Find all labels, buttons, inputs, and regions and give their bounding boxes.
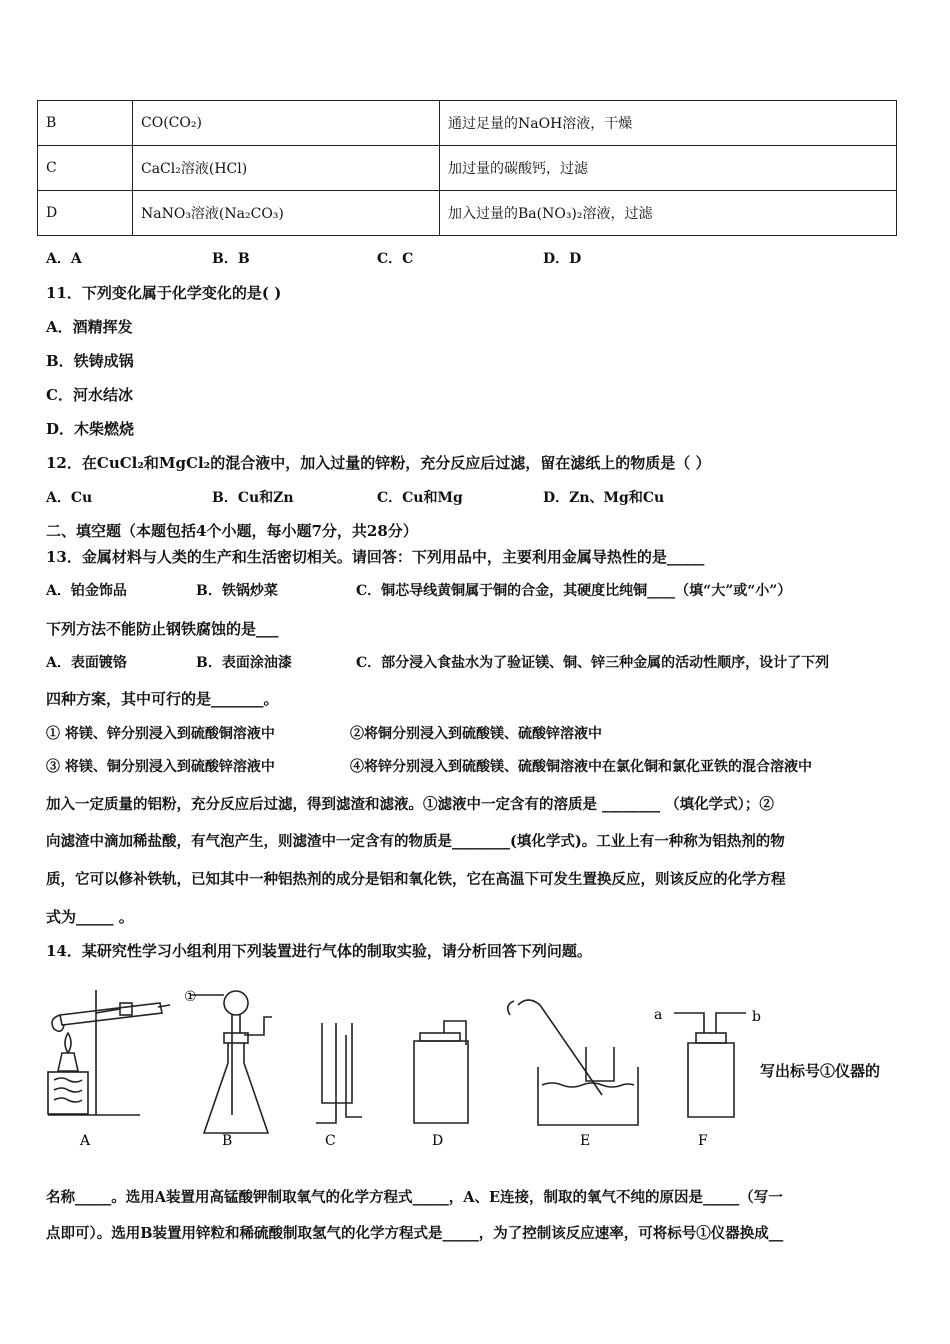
table-row [38, 146, 897, 191]
q12-option-d[interactable]: D．Zn、Mg和Cu [543, 490, 665, 506]
q14-line-after2: 点即可）。选用B装置用锌粒和稀硫酸制取氢气的化学方程式是_____，为了控制该反应速率，可将标号①仪器换成__ [46, 1225, 784, 1242]
q10-option-c[interactable]: C．C [377, 251, 414, 267]
q12-stem: 12．在CuCl₂和MgCl₂的混合液中，加入过量的锌粉，充分反应后过滤，留在滤纸上的物质是（ ） [46, 454, 711, 472]
q13-plan-4: ④将锌分别浸入到硫酸镁、硫酸铜溶液中在氯化铜和氯化亚铁的混合溶液中 [350, 759, 812, 775]
label-b: B [222, 1133, 233, 1149]
label-a: A [80, 1133, 91, 1149]
apparatus-figure [40, 975, 780, 1155]
q13-line10: 质，它可以修补铁轨，已知其中一种铝热剂的成分是铝和氧化铁，它在高温下可发生置换反应，则该反应的化学方程 [46, 871, 786, 888]
q13-line9: 向滤渣中滴加稀盐酸，有气泡产生，则滤渣中一定含有的物质是________(填化学式)。工业上有一种称为铝热剂的物 [46, 833, 785, 850]
q13-line3: 下列方法不能防止钢铁腐蚀的是___ [46, 620, 279, 638]
options-table [37, 100, 897, 236]
q13-line8: 加入一定质量的铝粉，充分反应后过滤，得到滤渣和滤液。①滤液中一定含有的溶质是 ________ （填化学式）；② [46, 796, 774, 813]
q13-method-b: B．表面涂油漆 [196, 655, 292, 671]
apparatus-d [414, 1021, 468, 1123]
q13-line5: 四种方案，其中可行的是_______。 [46, 690, 279, 708]
table-cell-option: D [38, 191, 133, 236]
port-b: b [752, 1009, 761, 1025]
apparatus-c [316, 1023, 362, 1123]
table-cell-substance: NaNO₃溶液(Na₂CO₃) [133, 191, 440, 236]
apparatus-e [508, 1000, 638, 1125]
q13-line1: 13．金属材料与人类的生产和生活密切相关。请回答：下列用品中，主要利用金属导热性的是_____ [46, 548, 705, 566]
q12-option-b[interactable]: B．Cu和Zn [212, 490, 294, 506]
q14-side-text: 写出标号①仪器的 [760, 1062, 881, 1080]
apparatus-b [190, 991, 272, 1133]
q11-option-c[interactable]: C．河水结冰 [46, 386, 133, 404]
q11-option-a[interactable]: A．酒精挥发 [46, 318, 133, 336]
q10-option-a[interactable]: A．A [46, 251, 82, 267]
table-row [38, 101, 897, 146]
table-cell-substance: CO(CO₂) [133, 101, 440, 146]
q10-option-b[interactable]: B．B [212, 251, 250, 267]
label-d: D [432, 1133, 444, 1149]
table-row [38, 191, 897, 236]
q10-option-d[interactable]: D．D [543, 251, 582, 267]
port-a: a [654, 1007, 663, 1023]
label-f: F [698, 1133, 708, 1149]
q11-option-b[interactable]: B．铁铸成锅 [46, 352, 134, 370]
q13-method-a: A．表面镀铬 [46, 655, 127, 671]
q12-option-a[interactable]: A．Cu [46, 490, 93, 506]
table-cell-substance: CaCl₂溶液(HCl) [133, 146, 440, 191]
q13-option-c: C．铜芯导线黄铜属于铜的合金，其硬度比纯铜____（填“大”或“小”） [356, 583, 792, 599]
q13-line11: 式为_____ 。 [46, 908, 134, 926]
apparatus-f [674, 1013, 746, 1117]
table-cell-method: 通过足量的NaOH溶液，干燥 [440, 101, 897, 146]
q11-option-d[interactable]: D．木柴燃烧 [46, 420, 135, 438]
q14-stem: 14．某研究性学习小组利用下列装置进行气体的制取实验，请分析回答下列问题。 [46, 942, 592, 960]
label-e: E [580, 1133, 591, 1149]
apparatus-a [48, 990, 170, 1115]
q13-plan-2: ②将铜分别浸入到硫酸镁、硫酸锌溶液中 [350, 726, 602, 742]
q11-stem: 11．下列变化属于化学变化的是( ) [46, 284, 282, 302]
marker-1: ① [184, 989, 197, 1005]
q13-option-b: B．铁锅炒菜 [196, 583, 278, 599]
q12-option-c[interactable]: C．Cu和Mg [377, 490, 463, 506]
q13-plan-3: ③ 将镁、铜分别浸入到硫酸锌溶液中 [46, 759, 275, 775]
table-cell-option: B [38, 101, 133, 146]
q13-plan-1: ① 将镁、锌分别浸入到硫酸铜溶液中 [46, 726, 275, 742]
table-cell-method: 加入过量的Ba(NO₃)₂溶液，过滤 [440, 191, 897, 236]
table-cell-option: C [38, 146, 133, 191]
section-heading: 二、填空题（本题包括4个小题，每小题7分，共28分） [46, 522, 418, 540]
label-c: C [325, 1133, 336, 1149]
q13-option-a: A．铂金饰品 [46, 583, 127, 599]
q13-method-c: C．部分浸入食盐水为了验证镁、铜、锌三种金属的活动性顺序，设计了下列 [356, 655, 830, 671]
table-cell-method: 加过量的碳酸钙，过滤 [440, 146, 897, 191]
q14-line-after1: 名称_____。选用A装置用高锰酸钾制取氧气的化学方程式_____，A、E连接，制取的氧气不纯的原因是_____（写一 [46, 1189, 783, 1206]
